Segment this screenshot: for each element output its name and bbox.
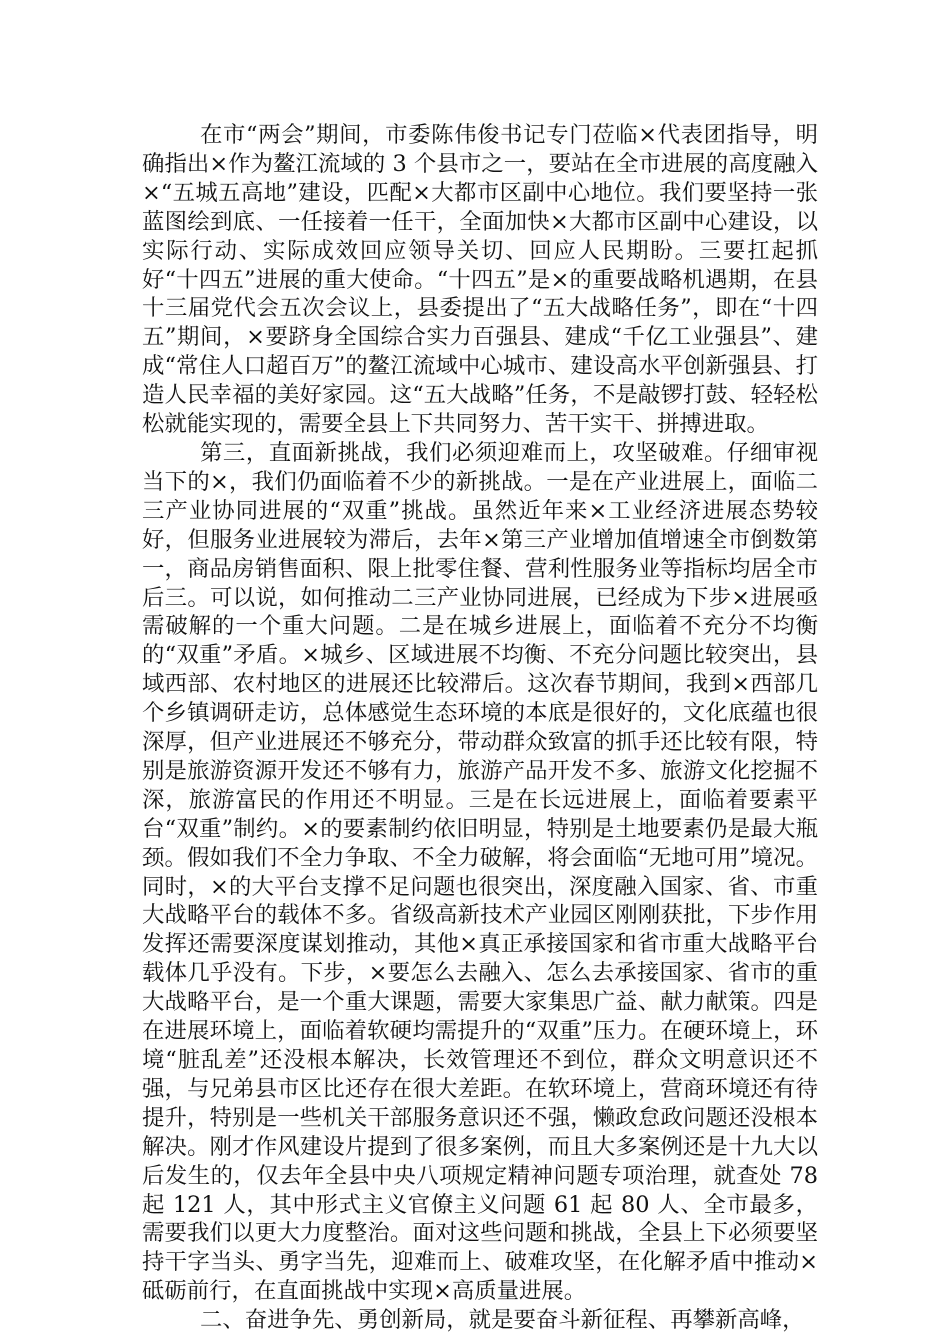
document-body [142,121,818,1335]
paragraph-new-challenges: 第三，直面新挑战，我们必须迎难而上，攻坚破难。仔细审视当下的×，我们仍面临着不少的新挑战。一是在产业进展上，面临二三产业协同进展的“双重”挑战。虽然近年来×工业经济进展态势较好，但服务业进展较为滞后，去年×第三产业增加值增速全市倒数第一，商品房销售面积、限上批零住餐、营利性服务业等指标均居全市后三。可以说，如何推动二三产业协同进展，已经成为下步×进展亟需破解的一个重大问题。二是在城乡进展上，面临着不充分不均衡的“双重”矛盾。×城乡、区域进展不均衡、不充分问题比较突出，县域西部、农村地区的进展还比较滞后。这次春节期间，我到×西部几个乡镇调研走访，总体感觉生态环境的本底是很好的，文化底蕴也很深厚，但产业进展还不够充分，带动群众致富的抓手还比较有限，特别是旅游资源开发还不够有力，旅游产品开发不多、旅游文化挖掘不深，旅游富民的作用还不明显。三是在长远进展上，面临着要素平台“双重”制约。×的要素制约依旧明显，特别是土地要素仍是最大瓶颈。假如我们不全力争取、不全力破解，将会面临“无地可用”境况。同时，×的大平台支撑不足问题也很突出，深度融入国家、省、市重大战略平台的载体不多。省级高新技术产业园区刚刚获批，下步作用发挥还需要深度谋划推动，其他×真正承接国家和省市重大战略平台载体几乎没有。下步，×要怎么去融入、怎么去承接国家、省市的重大战略平台，是一个重大课题，需要大家集思广益、献力献策。四是在进展环境上，面临着软硬均需提升的“双重”压力。在硬环境上，环境“脏乱差”还没根本解决，长效管理还不到位，群众文明意识还不强，与兄弟县市区比还存在很大差距。在软环境上，营商环境还有待提升，特别是一些机关干部服务意识还不强，懒政怠政问题还没根本解决。刚才作风建设片提到了很多案例，而且大多案例还是十九大以后发生的，仅去年全县中央八项规定精神问题专项治理，就查处 78 起 121 人，其中形式主义官僚主义问题 61 起 80 人、全市最多，需要我们以更大力度整治。面对这些问题和挑战，全县上下必须要坚持干字当头、勇字当先，迎难而上、破难攻坚，在化解矛盾中推动×砥砺前行，在直面挑战中实现×高质量进展。 [142,439,818,1305]
paragraph-section-two: 二、奋进争先、勇创新局，就是要奋斗新征程、再攀新高峰， [200,1307,805,1334]
paragraph-leaders-guidance: 在市“两会”期间，市委陈伟俊书记专门莅临×代表团指导，明确指出×作为鳌江流域的 3 个县市之一，要站在全市进展的高度融入×“五城五高地”建设，匹配×大都市区副中心地位。我们要坚持一张蓝图绘到底、一任接着一任干，全面加快×大都市区副中心建设，以实际行动、实际成效回应领导关切、回应人民期盼。三要扛起抓好“十四五”进展的重大使命。“十四五”是×的重要战略机遇期，在县十三届党代会五次会议上，县委提出了“五大战略任务”，即在“十四五”期间，×要跻身全国综合实力百强县、建成“千亿工业强县”、建成“常住人口超百万”的鳌江流域中心城市、建设高水平创新强县、打造人民幸福的美好家园。这“五大战略”任务，不是敲锣打鼓、轻轻松松就能实现的，需要全县上下共同努力、苦干实干、拼搏进取。 [142,122,818,438]
